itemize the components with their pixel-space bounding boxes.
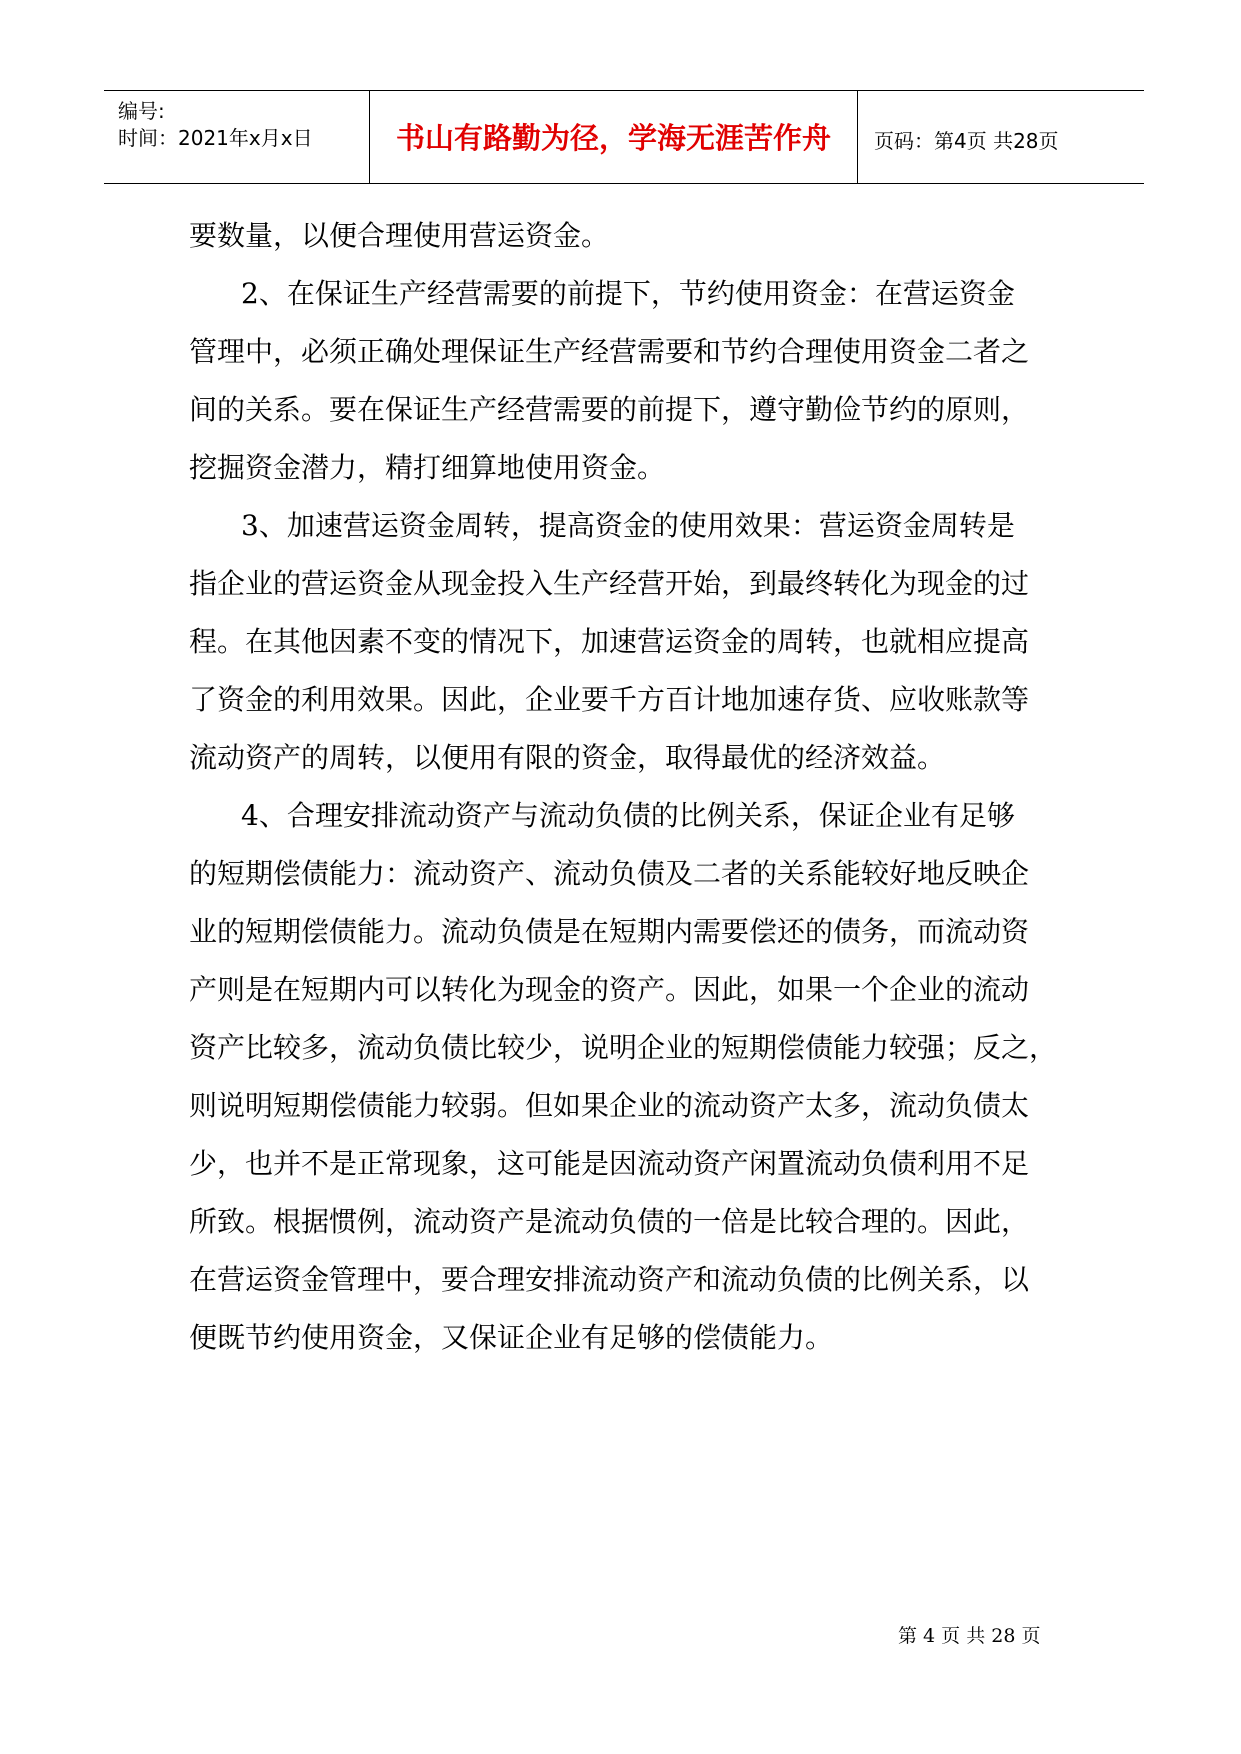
- body-line: 在营运资金管理中，要合理安排流动资产和流动负债的比例关系，以: [189, 1263, 1030, 1296]
- body-line: 了资金的利用效果。因此，企业要千方百计地加速存货、应收账款等: [189, 683, 1030, 716]
- body-line: 管理中，必须正确处理保证生产经营需要和节约合理使用资金二者之: [189, 335, 1030, 368]
- body-line: 所致。根据惯例，流动资产是流动负债的一倍是比较合理的。因此，: [189, 1205, 1030, 1238]
- body-line: 流动资产的周转，以便用有限的资金，取得最优的经济效益。: [189, 741, 946, 774]
- paragraph-4-first-line: 4、合理安排流动资产与流动负债的比例关系，保证企业有足够: [241, 799, 1015, 832]
- body-line: 便既节约使用资金，又保证企业有足够的偿债能力。: [189, 1321, 834, 1354]
- body-line: 则说明短期偿债能力较弱。但如果企业的流动资产太多，流动负债太: [189, 1089, 1030, 1122]
- body-line: 少，也并不是正常现象，这可能是因流动资产闲置流动负债利用不足: [189, 1147, 1030, 1180]
- body-line: 挖掘资金潜力，精打细算地使用资金。: [189, 451, 666, 484]
- body-line: 的短期偿债能力：流动资产、流动负债及二者的关系能较好地反映企: [189, 857, 1030, 890]
- body-line: 要数量，以便合理使用营运资金。: [189, 219, 610, 252]
- body-line: 产则是在短期内可以转化为现金的资产。因此，如果一个企业的流动: [189, 973, 1030, 1006]
- header-motto-cell: [370, 91, 858, 183]
- header-motto: 书山有路勤为径，学海无涯苦作舟: [395, 121, 831, 155]
- document-number-label: 编号:: [118, 99, 165, 123]
- body-line: 程。在其他因素不变的情况下，加速营运资金的周转，也就相应提高: [189, 625, 1030, 658]
- page-header: [104, 90, 1144, 184]
- body-line: 间的关系。要在保证生产经营需要的前提下，遵守勤俭节约的原则，: [189, 393, 1030, 426]
- body-line: 业的短期偿债能力。流动负债是在短期内需要偿还的债务，而流动资: [189, 915, 1030, 948]
- body-line: 指企业的营运资金从现金投入生产经营开始，到最终转化为现金的过: [189, 567, 1030, 600]
- page-footer-number: 第 4 页 共 28 页: [898, 1625, 1041, 1647]
- body-line: 资产比较多，流动负债比较少，说明企业的短期偿债能力较强；反之，: [189, 1031, 1058, 1064]
- header-page-number: 页码：第4页 共28页: [874, 129, 1059, 153]
- header-meta-cell: [104, 91, 370, 183]
- document-time-label: 时间：2021年x月x日: [118, 126, 313, 150]
- paragraph-3-first-line: 3、加速营运资金周转，提高资金的使用效果：营运资金周转是: [241, 509, 1015, 542]
- paragraph-2-first-line: 2、在保证生产经营需要的前提下，节约使用资金：在营运资金: [241, 277, 1015, 310]
- header-page-cell: [858, 91, 1144, 183]
